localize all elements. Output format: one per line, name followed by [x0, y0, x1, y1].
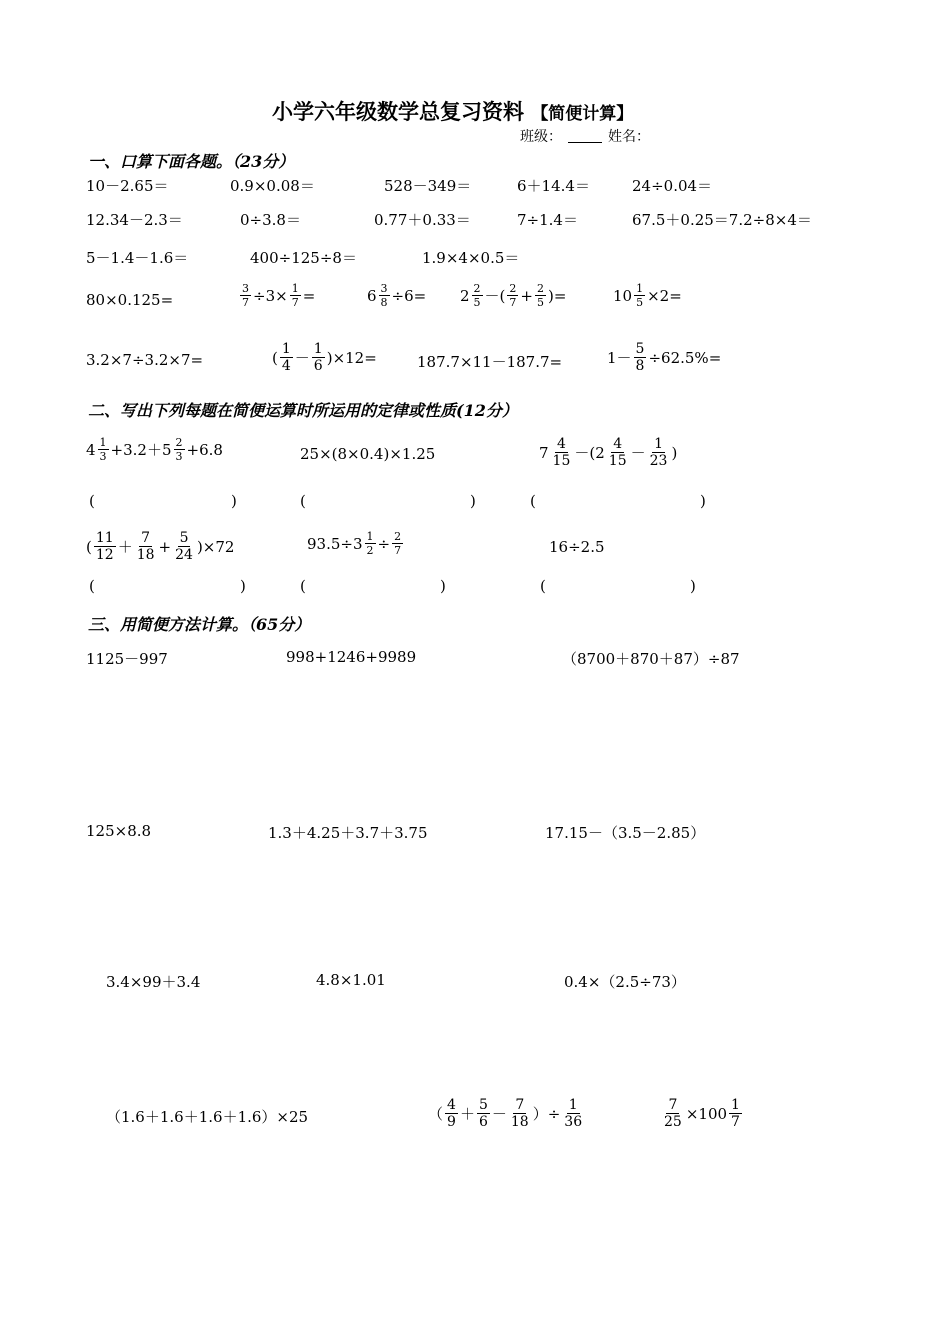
fraction: $\frac{7}{25}$	[664, 1097, 682, 1130]
s1-r5-item-4: 1－ $\frac{5}{8}$ ÷62.5%=	[607, 341, 722, 374]
s1-r2-item-1: 12.34－2.3＝	[86, 211, 183, 229]
s1-r1-item-1: 10－2.65＝	[86, 177, 169, 195]
class-name-line	[520, 126, 650, 146]
fraction: $\frac{2}{5}$	[536, 282, 544, 309]
s1-r1-item-5: 24÷0.04＝	[632, 177, 713, 195]
page-title	[272, 96, 633, 126]
answer-close-paren: )	[240, 577, 246, 595]
s1-r4-item-2: $\frac{3}{7}$ ÷3× $\frac{1}{7}$ =	[242, 282, 316, 309]
name-label: 姓名：	[608, 129, 650, 145]
answer-open-paren: (	[89, 492, 95, 510]
class-label: 班级：	[520, 129, 562, 145]
s1-r2-item-4: 7÷1.4＝	[517, 211, 578, 229]
fraction: 1 7	[731, 1097, 740, 1130]
fraction: 1 6	[313, 341, 323, 374]
s1-r4-item-3: 6 $\frac{3}{8}$ ÷6=	[367, 282, 427, 309]
fraction: $\frac{2}{7}$	[394, 530, 402, 557]
s3-r1-item-2: 998+1246+9989	[286, 648, 417, 666]
s1-r3-item-2: 400÷125÷8＝	[250, 249, 357, 267]
s3-r4-item-3: $\frac{7}{25}$ ×100 1 7	[664, 1097, 740, 1130]
s1-r4-item-4: 2 2 5 －( 2 7 + $\frac{2}{5}$ )=	[460, 282, 567, 309]
s3-r2-item-2: 1.3＋4.25＋3.7＋3.75	[268, 824, 428, 842]
fraction: $\frac{1}{5}$	[636, 282, 644, 309]
fraction: 2 7	[509, 282, 517, 309]
s1-r3-item-3: 1.9×4×0.5＝	[422, 249, 520, 267]
answer-close-paren: )	[470, 492, 476, 510]
answer-close-paren: )	[231, 492, 237, 510]
s1-r1-item-4: 6＋14.4＝	[517, 177, 590, 195]
fraction: $\frac{5}{24}$	[175, 530, 193, 563]
section-1-heading: 一、口算下面各题。（23分）	[88, 152, 295, 171]
fraction: $\frac{1}{36}$	[564, 1097, 583, 1130]
title-main: 小学六年级数学总复习资料	[272, 100, 524, 124]
answer-close-paren: )	[440, 577, 446, 595]
fraction: $\frac{3}{7}$	[242, 282, 249, 309]
fraction: 1 3	[99, 436, 107, 463]
s3-r3-item-1: 3.4×99＋3.4	[106, 973, 201, 991]
title-subtitle: 【简便计算】	[531, 104, 634, 124]
answer-open-paren: (	[540, 577, 546, 595]
s1-r2-item-2: 0÷3.8＝	[240, 211, 301, 229]
s1-r2-item-3: 0.77＋0.33＝	[374, 211, 471, 229]
fraction: 2 5	[473, 282, 481, 309]
s3-r1-item-3: （8700＋870＋87）÷87	[562, 650, 740, 668]
answer-close-paren: )	[700, 492, 706, 510]
fraction: $\frac{1}{2}$	[366, 530, 374, 557]
s2-r1-item-3: 7 4 15 －(2 4 15 － 1 23 )	[539, 436, 678, 469]
fraction: 1 23	[649, 436, 668, 469]
s3-r2-item-3: 17.15－（3.5－2.85）	[545, 824, 706, 842]
answer-open-paren: (	[300, 492, 306, 510]
answer-open-paren: (	[530, 492, 536, 510]
fraction: 7 18	[510, 1097, 529, 1130]
s2-r2-item-1: ( 11 12 ＋ 7 18 + $\frac{5}{24}$ )×72	[86, 530, 235, 563]
class-blank[interactable]	[568, 130, 602, 143]
s2-r1-item-2: 25×(8×0.4)×1.25	[300, 445, 436, 463]
s1-r1-item-2: 0.9×0.08＝	[230, 177, 315, 195]
s3-r3-item-3: 0.4×（2.5÷73）	[564, 973, 686, 991]
s2-r2-item-2: 93.5÷3 $\frac{1}{2}$ ÷ $\frac{2}{7}$	[307, 530, 402, 557]
s3-r2-item-1: 125×8.8	[86, 822, 152, 840]
fraction: 4 15	[552, 436, 571, 469]
answer-open-paren: (	[89, 577, 95, 595]
fraction: $\frac{5}{8}$	[635, 341, 645, 374]
fraction: 7 18	[136, 530, 155, 563]
fraction: 4 15	[608, 436, 627, 469]
s1-r5-item-2: ( 1 4 － 1 6 )×12=	[272, 341, 377, 374]
fraction: 1 4	[281, 341, 291, 374]
fraction: 5 6	[478, 1097, 488, 1130]
s1-r5-item-3: 187.7×11－187.7=	[417, 353, 563, 371]
s1-r4-item-5: 10 $\frac{1}{5}$ ×2=	[613, 282, 682, 309]
fraction: $\frac{3}{8}$	[380, 282, 388, 309]
s3-r4-item-2: （ 4 9 ＋ 5 6 － 7 18 ）÷ $\frac{1}{36}$	[428, 1097, 583, 1130]
section-2-heading: 二、写出下列每题在简便运算时所运用的定律或性质(12分）	[88, 401, 518, 420]
s3-r1-item-1: 1125－997	[86, 650, 168, 668]
s3-r4-item-1: （1.6＋1.6＋1.6＋1.6）×25	[106, 1108, 309, 1126]
fraction: $\frac{1}{7}$	[291, 282, 299, 309]
s1-r3-item-1: 5－1.4－1.6＝	[86, 249, 189, 267]
s2-r1-item-1: 4 1 3 +3.2＋5 2 3 +6.8	[86, 436, 223, 463]
s1-r2-item-5: 67.5＋0.25＝7.2÷8×4＝	[632, 211, 812, 229]
s3-r3-item-2: 4.8×1.01	[316, 971, 386, 989]
fraction: 2 3	[175, 436, 183, 463]
s1-r5-item-1: 3.2×7÷3.2×7=	[86, 351, 204, 369]
section-3-heading: 三、用简便方法计算。（65分）	[88, 615, 311, 634]
s1-r1-item-3: 528－349＝	[384, 177, 472, 195]
fraction: 4 9	[447, 1097, 456, 1130]
answer-close-paren: )	[690, 577, 696, 595]
s1-r4-item-1: 80×0.125=	[86, 291, 174, 309]
fraction: 11 12	[95, 530, 114, 563]
s2-r2-item-3: 16÷2.5	[549, 538, 605, 556]
answer-open-paren: (	[300, 577, 306, 595]
